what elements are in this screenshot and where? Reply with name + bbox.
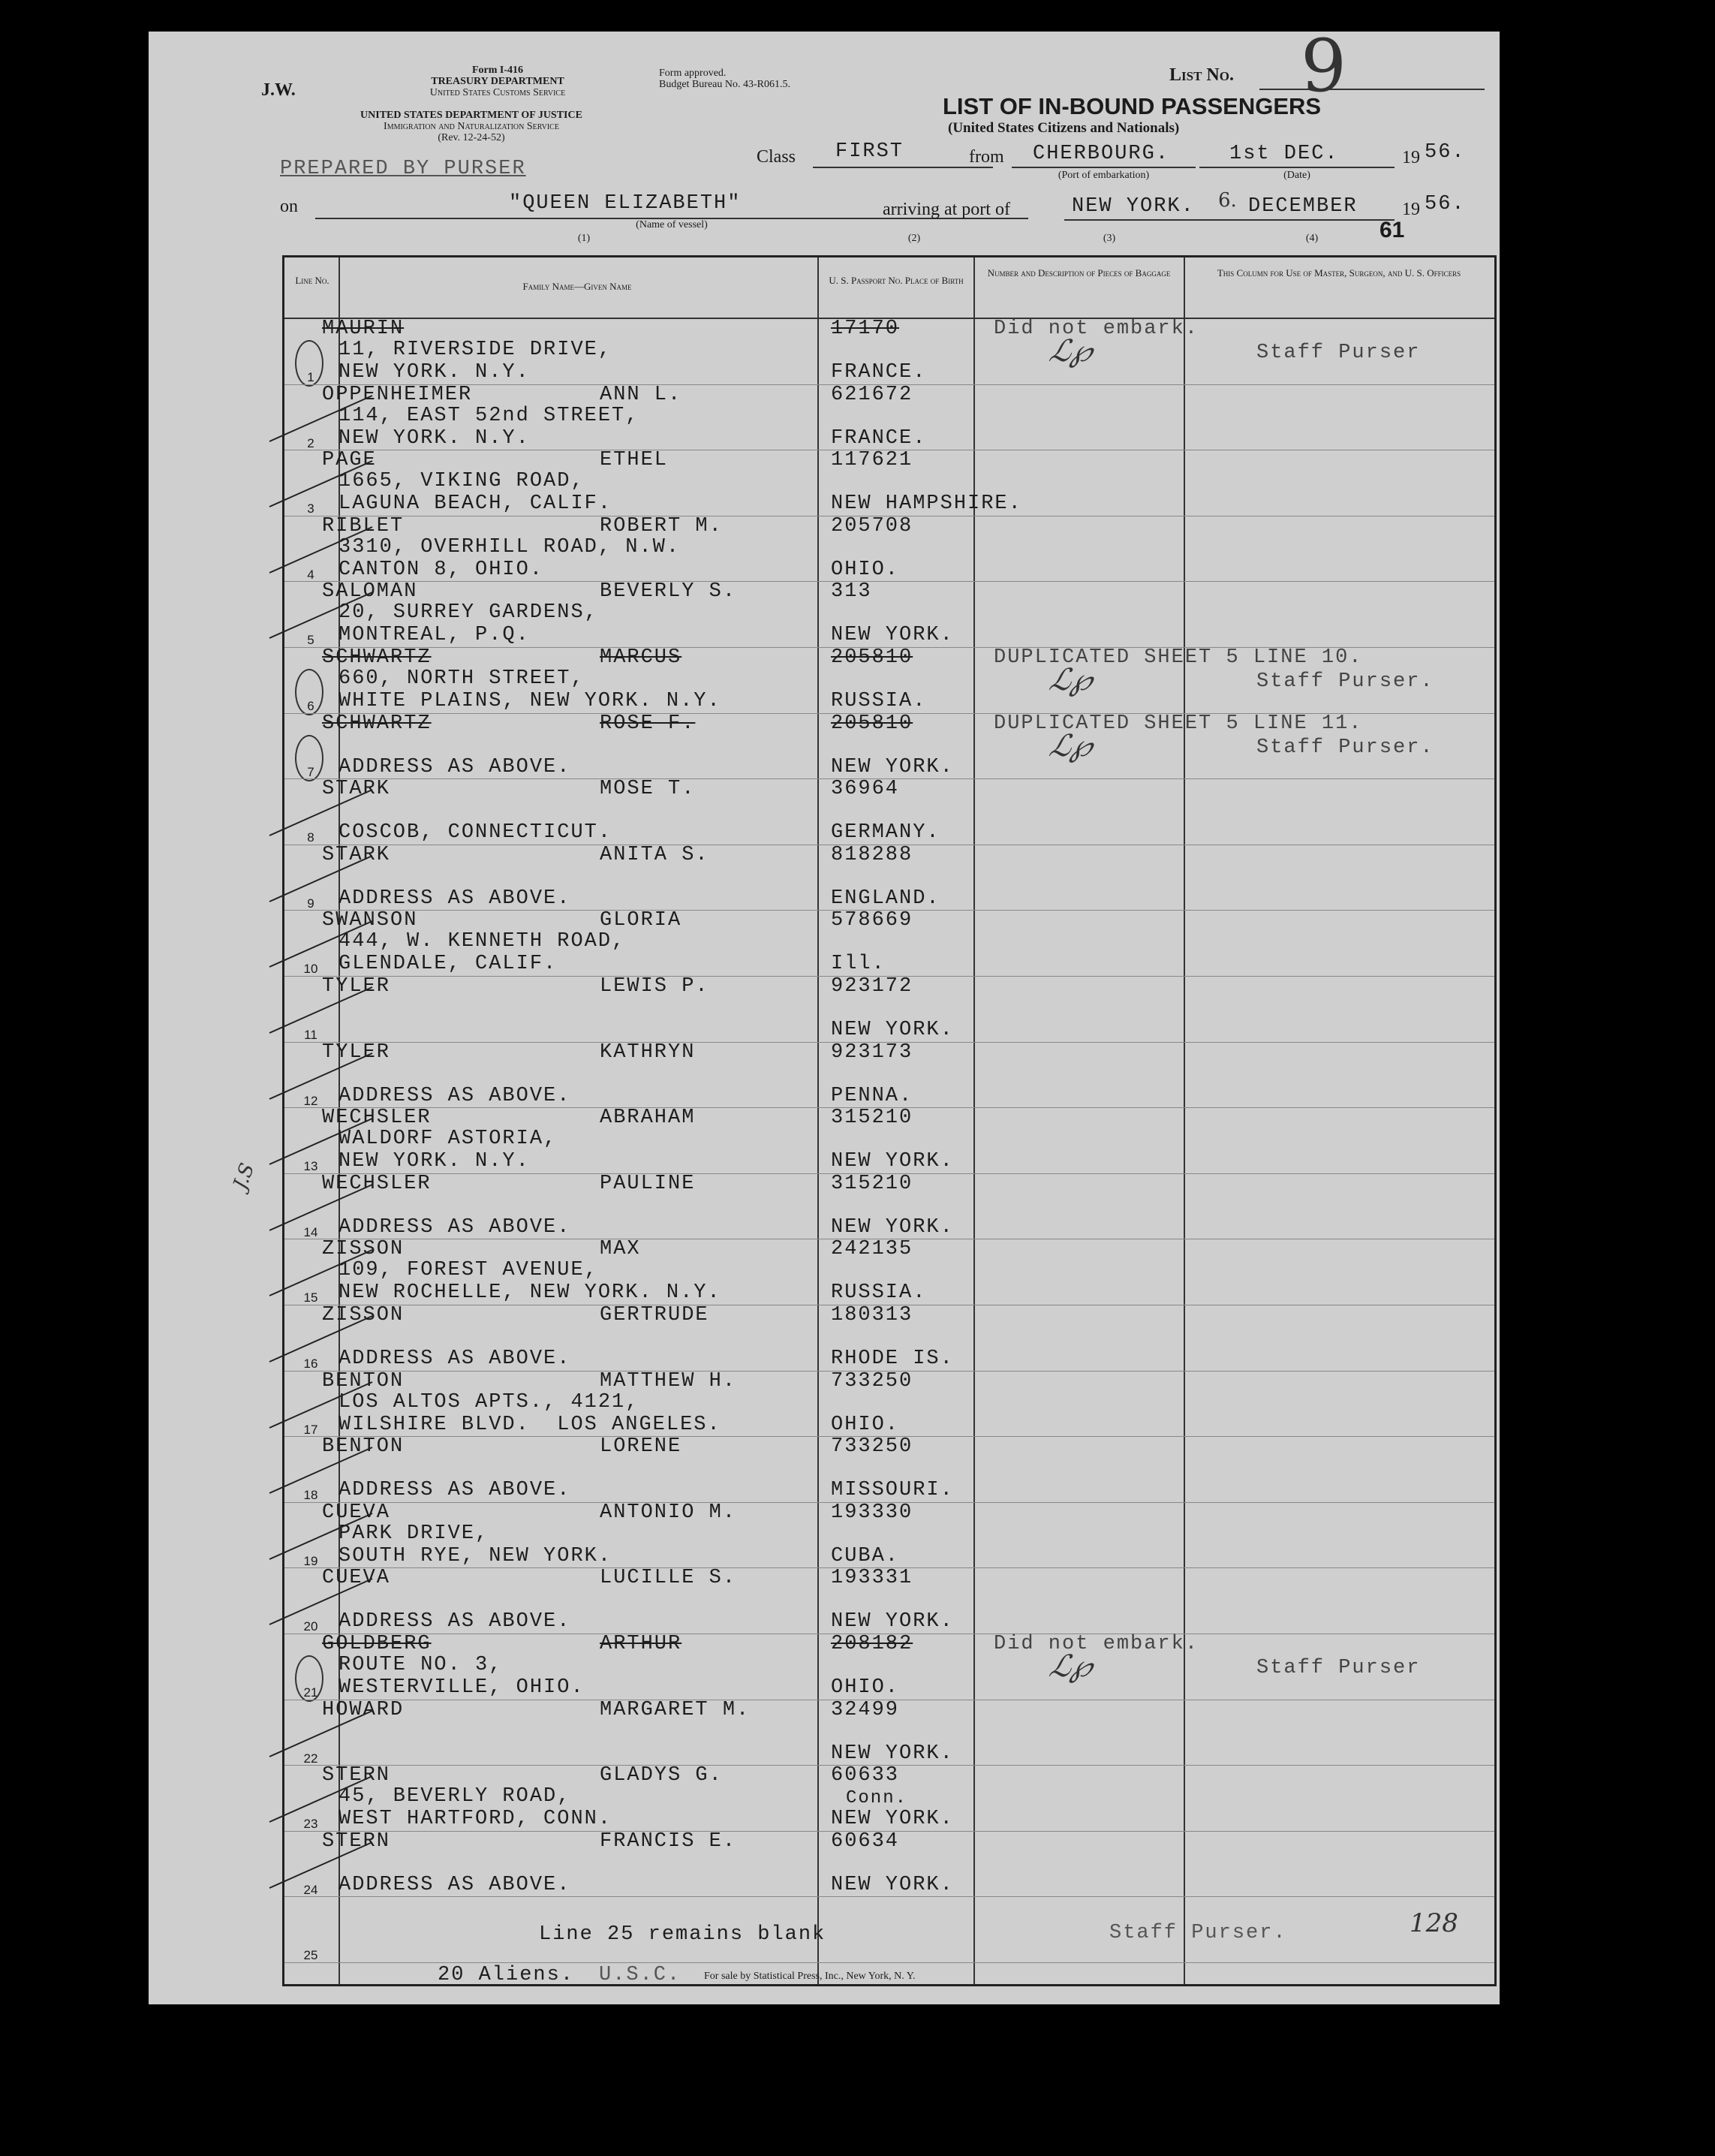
line-number: 5: [307, 633, 314, 648]
arrival-day: 6.: [1218, 189, 1237, 212]
caption-2: (2): [907, 233, 921, 244]
address-line-1: ROUTE NO. 3,: [338, 1654, 503, 1676]
family-name: ZISSON: [322, 1304, 405, 1326]
caption-4: (4): [1305, 233, 1319, 244]
list-title: LIST OF IN-BOUND PASSENGERS: [943, 93, 1322, 119]
address-line-1: 444, W. KENNETH ROAD,: [338, 930, 626, 953]
given-name: ANN L.: [600, 383, 682, 406]
class-line: [813, 167, 993, 168]
line-number: 14: [303, 1224, 318, 1239]
table-row: [284, 1700, 1494, 1766]
colhead-line-no: Line No.: [295, 275, 329, 286]
form-approval: Form approved.: [659, 68, 727, 79]
place-of-birth: FRANCE.: [831, 361, 927, 384]
table-row: [284, 385, 1494, 450]
line-number: 15: [303, 1290, 318, 1305]
family-name: HOWARD: [322, 1698, 405, 1721]
agency-justice: UNITED STATES DEPARTMENT OF JUSTICE: [360, 110, 582, 121]
given-name: KATHRYN: [600, 1040, 696, 1064]
place-of-birth: OHIO.: [831, 1676, 900, 1699]
table-row: [284, 1568, 1494, 1634]
family-name: PAGE: [322, 449, 377, 472]
address-line-2: MONTREAL, P.Q.: [338, 624, 530, 647]
table-row: [284, 845, 1494, 911]
table-row: [284, 1437, 1494, 1502]
given-name: LUCILLE S.: [600, 1567, 737, 1590]
table-row: [284, 450, 1494, 516]
place-of-birth: CUBA.: [831, 1544, 900, 1567]
passport-number: 242135: [831, 1238, 913, 1261]
line-number: 1: [307, 370, 314, 384]
line-number: 19: [303, 1553, 318, 1568]
on-label: on: [280, 197, 298, 216]
table-row: [284, 1040, 1494, 1108]
budget-bureau: Budget Bureau No. 43-R061.5.: [659, 79, 790, 90]
passport-number: 60633: [831, 1764, 900, 1787]
address-line-2: WHITE PLAINS, NEW YORK. N.Y.: [338, 690, 721, 712]
embark-date-line: [1199, 167, 1395, 168]
place-of-birth: RUSSIA.: [831, 1281, 927, 1305]
year-value-2: 56.: [1425, 193, 1466, 215]
arrival-month: DECEMBER: [1248, 195, 1358, 218]
list-number-label: List No.: [1169, 65, 1234, 85]
place-of-birth: RHODE IS.: [831, 1348, 954, 1370]
given-name: ROSE F.: [600, 712, 696, 735]
given-name: ABRAHAM: [600, 1107, 696, 1130]
table-row: [284, 516, 1494, 582]
address-line-2: ADDRESS AS ABOVE.: [338, 1215, 571, 1239]
passport-number: 315210: [831, 1107, 913, 1130]
passport-number: 180313: [831, 1304, 913, 1326]
year-prefix-1: 19: [1402, 148, 1420, 167]
address-line-2: ADDRESS AS ABOVE.: [338, 1348, 571, 1370]
passport-number: 578669: [831, 909, 913, 932]
line-number: 8: [307, 830, 314, 845]
list-number: 9: [1301, 24, 1347, 108]
passport-number: 208182: [831, 1633, 913, 1655]
passport-number: 36964: [831, 778, 900, 801]
place-of-birth: NEW YORK.: [831, 1873, 954, 1896]
table-row: [284, 1305, 1494, 1371]
colhead-passport: U. S. Passport No. Place of Birth: [829, 275, 964, 286]
passport-number: 923172: [831, 975, 913, 998]
address-line-1: PARK DRIVE,: [338, 1522, 489, 1545]
address-line-2: LAGUNA BEACH, CALIF.: [338, 492, 612, 516]
remark: Did not embark.: [994, 1633, 1199, 1655]
place-of-birth: MISSOURI.: [831, 1479, 954, 1502]
family-name: STERN: [322, 1764, 391, 1787]
passport-number: 117621: [831, 449, 913, 472]
passport-number: 733250: [831, 1435, 913, 1459]
vessel-name: "QUEEN ELIZABETH": [509, 192, 742, 215]
vessel-caption: (Name of vessel): [636, 219, 708, 230]
line-number: 25: [303, 1948, 318, 1963]
given-name: ROBERT M.: [600, 514, 723, 537]
address-line-2: CANTON 8, OHIO.: [338, 558, 544, 581]
address-line-2: ADDRESS AS ABOVE.: [338, 1873, 571, 1896]
given-name: GERTRUDE: [600, 1304, 709, 1326]
line-number: 17: [303, 1422, 318, 1437]
family-name: STARK: [322, 843, 391, 866]
line-number: 4: [307, 567, 314, 582]
address-line-1: 660, NORTH STREET,: [338, 667, 585, 690]
address-line-2: ADDRESS AS ABOVE.: [338, 1084, 571, 1107]
arrival-port: NEW YORK.: [1072, 195, 1195, 218]
remark: DUPLICATED SHEET 5 LINE 10.: [994, 646, 1363, 669]
given-name: MARGARET M.: [600, 1698, 751, 1721]
printer-line: For sale by Statistical Press, Inc., New York, N. Y.: [704, 1971, 916, 1982]
line-number: 9: [307, 896, 314, 911]
given-name: GLORIA: [600, 909, 682, 932]
colhead-name: Family Name—Given Name: [522, 281, 632, 292]
class-label: Class: [757, 147, 796, 167]
margin-note: 128: [1410, 1908, 1458, 1938]
given-name: PAULINE: [600, 1172, 696, 1195]
table-row: [284, 319, 1494, 384]
place-of-birth: NEW YORK.: [831, 1150, 954, 1173]
line-number: 13: [303, 1159, 318, 1174]
circled-mark: [295, 669, 323, 715]
table-row: [284, 911, 1494, 976]
address-line-2: NEW YORK. N.Y.: [338, 426, 530, 450]
place-of-birth: GERMANY.: [831, 821, 940, 845]
line-number: 11: [304, 1028, 317, 1042]
place-of-birth: NEW YORK.: [831, 1742, 954, 1765]
table-row: [284, 1829, 1494, 1897]
table-row: [284, 582, 1494, 647]
address-line-2: WILSHIRE BLVD. LOS ANGELES.: [338, 1413, 721, 1436]
table-row: [284, 977, 1494, 1042]
given-name: ANTONIO M.: [600, 1501, 737, 1524]
check-stroke: [269, 1710, 373, 1757]
given-name: ANITA S.: [600, 843, 709, 866]
address-line-2: NEW YORK. N.Y.: [338, 361, 530, 384]
row-divider: [284, 1962, 1494, 1963]
given-name: MOSE T.: [600, 778, 696, 801]
place-of-birth: FRANCE.: [831, 426, 927, 450]
class-value: FIRST: [835, 140, 904, 163]
family-name: WECHSLER: [322, 1107, 432, 1130]
passport-number: 733250: [831, 1369, 913, 1393]
passport-number: 205810: [831, 712, 913, 735]
table-row: [284, 648, 1494, 713]
purser-signature-scrawl: ℒ℘: [1046, 334, 1097, 369]
family-name: ZISSON: [322, 1238, 405, 1261]
table-row: [284, 1108, 1494, 1173]
table-row: [284, 714, 1494, 779]
place-of-birth: Ill.: [831, 953, 886, 976]
address-line-2: ADDRESS AS ABOVE.: [338, 1479, 571, 1502]
footer-purser: Staff Purser.: [1109, 1922, 1287, 1944]
list-subtitle: (United States Citizens and Nationals): [948, 120, 1180, 136]
prepared-by: PREPARED BY PURSER: [280, 158, 526, 180]
arriving-label: arriving at port of: [883, 200, 1010, 219]
family-name: TYLER: [322, 975, 391, 998]
line-number: 20: [303, 1619, 318, 1634]
table-row: [284, 1634, 1494, 1700]
place-of-birth: NEW YORK.: [831, 1808, 954, 1831]
passport-number: 60634: [831, 1829, 900, 1853]
address-line-2: WEST HARTFORD, CONN.: [338, 1808, 612, 1831]
address-line-1: 20, SURREY GARDENS,: [338, 601, 598, 625]
family-name: CUEVA: [322, 1501, 391, 1524]
line-number: 6: [307, 699, 314, 713]
officer-signature: Staff Purser: [1256, 342, 1421, 364]
embark-date: 1st DEC.: [1229, 143, 1339, 165]
passport-number: 818288: [831, 843, 913, 866]
line-number: 2: [307, 435, 314, 450]
given-name: FRANCIS E.: [600, 1829, 737, 1853]
officer-signature: Staff Purser.: [1256, 670, 1434, 693]
given-name: LEWIS P.: [600, 975, 709, 998]
address-line-2: COSCOB, CONNECTICUT.: [338, 821, 612, 845]
family-name: RIBLET: [322, 514, 405, 537]
remark: Did not embark.: [994, 318, 1199, 340]
given-name: LORENE: [600, 1435, 682, 1459]
address-line-2: ADDRESS AS ABOVE.: [338, 887, 571, 910]
address-line-2: ADDRESS AS ABOVE.: [338, 755, 571, 778]
place-of-birth: NEW YORK.: [831, 1215, 954, 1239]
family-name: SCHWARTZ: [322, 712, 432, 735]
line-number: 10: [303, 962, 318, 977]
address-line-1: 45, BEVERLY ROAD,: [338, 1785, 571, 1808]
family-name: WECHSLER: [322, 1172, 432, 1195]
circled-mark: [295, 1655, 323, 1702]
family-name: SWANSON: [322, 909, 418, 932]
circled-mark: [295, 340, 323, 387]
remark: DUPLICATED SHEET 5 LINE 11.: [994, 712, 1363, 735]
place-of-birth: NEW YORK.: [831, 755, 954, 778]
address-line-1: 109, FOREST AVENUE,: [338, 1259, 598, 1282]
line-number: 12: [303, 1093, 318, 1108]
passport-number: 315210: [831, 1172, 913, 1195]
place-of-birth: ENGLAND.: [831, 887, 940, 910]
address-line-1: LOS ALTOS APTS., 4121,: [338, 1390, 639, 1414]
passport-number: 923173: [831, 1040, 913, 1064]
address-line-2: ADDRESS AS ABOVE.: [338, 1610, 571, 1634]
check-stroke: [269, 986, 373, 1034]
family-name: OPPENHEIMER: [322, 383, 473, 406]
passport-number: 193331: [831, 1567, 913, 1590]
line-number: 21: [303, 1685, 318, 1700]
caption-1: (1): [577, 233, 591, 244]
passenger-table: [282, 255, 1497, 1986]
address-line-2: SOUTH RYE, NEW YORK.: [338, 1544, 612, 1567]
line-number: 3: [307, 501, 314, 516]
passport-number: 621672: [831, 383, 913, 406]
side-mark: J.S: [229, 1160, 260, 1193]
given-name: MAX: [600, 1238, 641, 1261]
place-of-birth: OHIO.: [831, 1413, 900, 1436]
footer-aliens: 20 Aliens.: [438, 1964, 575, 1986]
given-name: BEVERLY S.: [600, 580, 737, 604]
passport-number: 32499: [831, 1698, 900, 1721]
place-of-birth: RUSSIA.: [831, 690, 927, 712]
line-number: 7: [307, 764, 314, 779]
family-name: STERN: [322, 1829, 391, 1853]
embark-port: CHERBOURG.: [1033, 143, 1170, 165]
place-of-birth: PENNA.: [831, 1084, 913, 1107]
form-revision: (Rev. 12-24-52): [438, 132, 505, 143]
footer-blank-note: Line 25 remains blank: [539, 1923, 826, 1946]
circled-mark: [295, 735, 323, 781]
footer-usc: U.S.C.: [599, 1964, 681, 1986]
passport-number: 313: [831, 580, 872, 604]
date-caption: (Date): [1283, 170, 1310, 181]
officer-signature: Staff Purser: [1256, 1657, 1421, 1679]
list-number-line: [1259, 89, 1485, 90]
table-row: [284, 1897, 1494, 1962]
given-name: MARCUS: [600, 646, 682, 669]
given-name: ETHEL: [600, 449, 669, 472]
family-name: CUEVA: [322, 1567, 391, 1590]
officer-signature: Staff Purser.: [1256, 736, 1434, 759]
family-name: STARK: [322, 778, 391, 801]
colhead-officers: This Column for Use of Master, Surgeon, and U. S. Officers: [1217, 267, 1461, 279]
family-name: BENTON: [322, 1435, 405, 1459]
family-name: SCHWARTZ: [322, 646, 432, 669]
place-of-birth: NEW YORK.: [831, 1019, 954, 1041]
family-name: GOLDBERG: [322, 1633, 432, 1655]
address-line-2: NEW YORK. N.Y.: [338, 1150, 530, 1173]
purser-signature-scrawl: ℒ℘: [1046, 728, 1097, 763]
table-row: [284, 1766, 1494, 1831]
line-number: 18: [303, 1488, 318, 1503]
agency-immigration: Immigration and Naturalization Service: [384, 121, 559, 132]
place-of-birth: NEW HAMPSHIRE.: [831, 492, 1022, 516]
place-of-birth: OHIO.: [831, 558, 900, 581]
table-row: [284, 1503, 1494, 1568]
address-line-1: 11, RIVERSIDE DRIVE,: [338, 339, 612, 361]
address-line-2: GLENDALE, CALIF.: [338, 953, 558, 976]
arrival-port-line: [1064, 219, 1395, 221]
embark-port-line: [1012, 167, 1196, 168]
line-number: 23: [303, 1817, 318, 1832]
purser-signature-scrawl: ℒ℘: [1046, 663, 1097, 697]
passport-number: 193330: [831, 1501, 913, 1524]
given-name: MATTHEW H.: [600, 1369, 737, 1393]
manifest-sheet: [149, 24, 1500, 2004]
line-number: 22: [303, 1751, 318, 1766]
passport-number: 205810: [831, 646, 913, 669]
place-of-birth: NEW YORK.: [831, 1610, 954, 1634]
table-row: [284, 1239, 1494, 1305]
agency-treasury: TREASURY DEPARTMENT: [431, 76, 564, 87]
address-line-2: NEW ROCHELLE, NEW YORK. N.Y.: [338, 1281, 721, 1305]
page-number: 61: [1380, 218, 1405, 242]
address-line-1: 1665, VIKING ROAD,: [338, 470, 585, 493]
line-number: 16: [303, 1357, 318, 1371]
given-name: ARTHUR: [600, 1633, 682, 1655]
address-line-1: 3310, OVERHILL ROAD, N.W.: [338, 535, 681, 559]
address-line-1: WALDORF ASTORIA,: [338, 1128, 558, 1151]
family-name: SALOMAN: [322, 580, 418, 604]
table-row: [284, 779, 1494, 845]
caption-3: (3): [1103, 233, 1116, 244]
table-row: [284, 1369, 1494, 1437]
family-name: BENTON: [322, 1369, 405, 1393]
year-value-1: 56.: [1425, 141, 1466, 164]
passport-number: 17170: [831, 318, 900, 340]
birth-correction: Conn.: [846, 1788, 908, 1809]
given-name: GLADYS G.: [600, 1764, 723, 1787]
family-name: MAURIN: [322, 318, 405, 340]
place-of-birth: NEW YORK.: [831, 624, 954, 647]
from-label: from: [969, 147, 1004, 167]
clerk-initials: J.W.: [261, 80, 296, 100]
line-number: 24: [303, 1882, 318, 1897]
family-name: TYLER: [322, 1040, 391, 1064]
agency-customs: United States Customs Service: [429, 87, 566, 98]
colhead-baggage: Number and Description of Pieces of Baggage: [987, 267, 1171, 279]
purser-signature-scrawl: ℒ℘: [1046, 1649, 1097, 1684]
table-row: [284, 1174, 1494, 1239]
address-line-2: WESTERVILLE, OHIO.: [338, 1676, 585, 1699]
embark-port-caption: (Port of embarkation): [1058, 170, 1150, 181]
address-line-1: 114, EAST 52nd STREET,: [338, 404, 639, 427]
passport-number: 205708: [831, 514, 913, 537]
form-number: Form I-416: [471, 65, 524, 76]
year-prefix-2: 19: [1402, 200, 1420, 219]
